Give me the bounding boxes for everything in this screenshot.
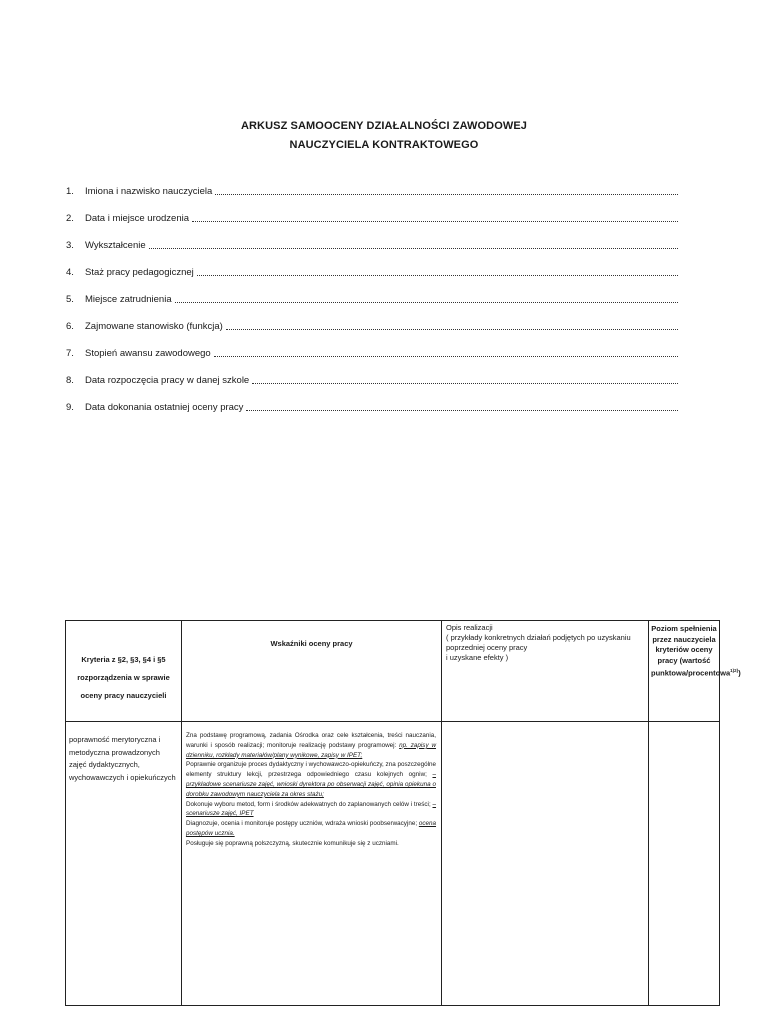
field-fill-line[interactable]	[149, 240, 678, 249]
indicator-paragraph	[186, 839, 436, 849]
realization-header-title: Opis realizacji	[446, 623, 493, 632]
indicator-evidence: ocena postępów ucznia.	[186, 820, 437, 837]
criteria-header: Kryteria z §2, §3, §4 i §5 rozporządzenia w sprawie oceny pracy nauczycieli	[66, 621, 182, 722]
field-row	[66, 170, 678, 197]
table-row	[66, 722, 720, 1006]
indicator-evidence: – przykładowe scenariusze zajęć, wnioski dyrektora po obserwacji zajęć, opinia opiekuna o dorobku zawodowym nauczyciela za okres stażu;	[186, 771, 436, 798]
realization-header-effects: i uzyskane efekty )	[446, 653, 509, 662]
field-row	[66, 332, 678, 359]
field-fill-line[interactable]	[252, 375, 678, 384]
field-label: Miejsce zatrudnienia	[85, 294, 172, 305]
field-number: 6.	[66, 321, 74, 332]
indicator-paragraph	[186, 800, 436, 820]
field-label: Data rozpoczęcia pracy w danej szkole	[85, 375, 250, 386]
field-row	[66, 197, 678, 224]
field-number: 2.	[66, 213, 74, 224]
field-number: 4.	[66, 267, 74, 278]
field-fill-line[interactable]	[197, 267, 678, 276]
field-label: Imiona i nazwisko nauczyciela	[85, 186, 213, 197]
field-row	[66, 386, 678, 413]
indicator-evidence: – scenariusze zajęć, IPET	[186, 800, 437, 818]
field-number: 9.	[66, 402, 74, 413]
realization-header	[442, 621, 649, 722]
indicators-cell	[182, 722, 442, 1006]
field-number: 7.	[66, 348, 74, 359]
field-label: Zajmowane stanowisko (funkcja)	[85, 321, 223, 332]
indicator-paragraph	[186, 819, 436, 839]
realization-cell[interactable]	[442, 722, 649, 1006]
assessment-table	[65, 620, 741, 1006]
indicator-paragraph	[186, 760, 436, 799]
indicator-text: Diagnozuje, ocenia i monitoruje postępy uczniów, wdraża wnioski poobserwacyjne;	[186, 820, 418, 828]
level-header	[649, 621, 741, 722]
table-header-row	[66, 621, 720, 722]
field-fill-line[interactable]	[246, 402, 678, 411]
field-fill-line[interactable]	[214, 348, 678, 357]
footnote-ref: 1)2)	[730, 668, 739, 673]
personal-data-list	[66, 170, 678, 413]
document-subtitle: NAUCZYCIELA KONTRAKTOWEGO	[289, 139, 479, 151]
field-fill-line[interactable]	[175, 294, 678, 303]
indicator-evidence: np. zapisy w dzienniku, rozkłady materiałów/plany wynikowe, zapisy w IPET;	[186, 741, 436, 759]
indicator-text: Dokonuje wyboru metod, form i środków adekwatnych do zaplanowanych celów i treści;	[186, 800, 431, 808]
field-fill-line[interactable]	[215, 186, 678, 195]
field-label: Stopień awansu zawodowego	[85, 348, 211, 359]
field-label: Data i miejsce urodzenia	[85, 213, 190, 224]
indicator-text: Posługuje się poprawną polszczyzną, skutecznie komunikuje się z uczniami.	[186, 839, 399, 847]
field-label: Staż pracy pedagogicznej	[85, 267, 194, 278]
field-row	[66, 359, 678, 386]
level-header-text: Poziom spełnienia przez nauczyciela kryteriów oceny pracy (wartość punktowa/procentowa	[651, 624, 731, 678]
field-row	[66, 305, 678, 332]
indicator-paragraph	[186, 731, 436, 760]
field-fill-line[interactable]	[192, 213, 678, 222]
field-row	[66, 224, 678, 251]
criterion-cell: poprawność merytoryczna i metodyczna prowadzonych zajęć dydaktycznych, wychowawczych i opiekuńczych	[66, 722, 182, 1006]
document-title: ARKUSZ SAMOOCENY DZIAŁALNOŚCI ZAWODOWEJ	[240, 120, 528, 132]
field-label: Wykształcenie	[85, 240, 146, 251]
field-row	[66, 251, 678, 278]
realization-header-note: ( przykłady konkretnych działań podjętych po uzyskaniu poprzedniej oceny pracy	[446, 633, 631, 652]
field-label: Data dokonania ostatniej oceny pracy	[85, 402, 244, 413]
field-fill-line[interactable]	[226, 321, 678, 330]
field-number: 3.	[66, 240, 74, 251]
field-row	[66, 278, 678, 305]
level-cell[interactable]	[649, 722, 720, 1006]
field-number: 1.	[66, 186, 74, 197]
field-number: 5.	[66, 294, 74, 305]
indicators-header: Wskaźniki oceny pracy	[182, 621, 442, 722]
field-number: 8.	[66, 375, 74, 386]
level-header-close: )	[738, 668, 741, 678]
indicator-text: Poprawnie organizuje proces dydaktyczny i wychowawczo-opiekuńczy, zna poszczególne elementy struktury lekcji, przestrzega odpowiedniego czasu kolejnych ogniw;	[186, 761, 436, 779]
indicator-text: Zna podstawę programową, zadania Ośrodka oraz cele kształcenia, treści nauczania, warunki i sposób realizacji; monitoruje realizację podstawy programowej:	[186, 732, 436, 749]
